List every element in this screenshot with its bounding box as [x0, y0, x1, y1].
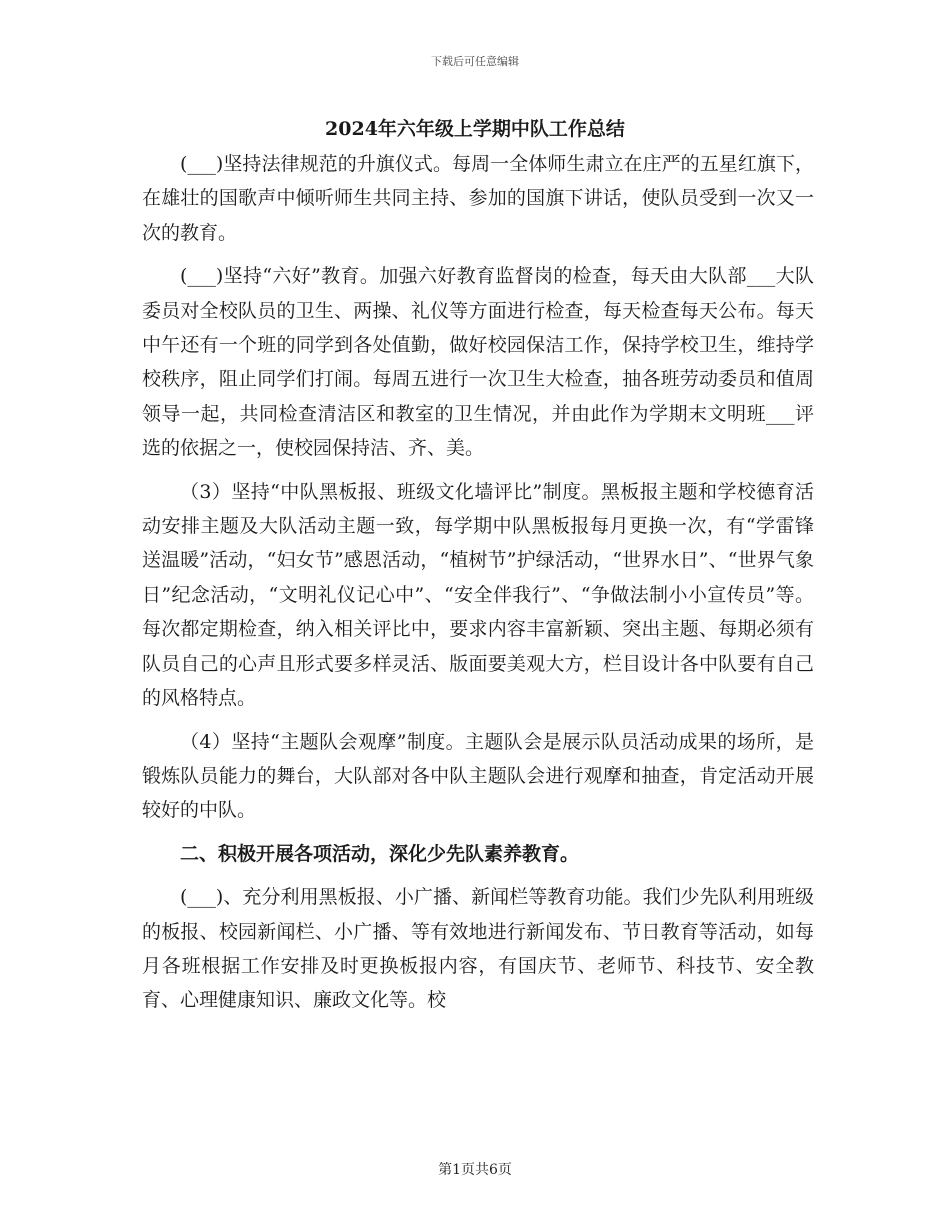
paragraph-theme-meeting: （4）坚持“主题队会观摩”制度。主题队会是展示队员活动成果的场所，是锻炼队员能力的舞台，大队部对各中队主题队会进行观摩和抽查，肯定活动开展较好的中队。 [142, 730, 814, 822]
page-header-note: 下载后可任意编辑 [431, 55, 519, 68]
paragraph-six-good-education: (___)坚持“六好”教育。加强六好教育监督岗的检查，每天由大队部___大队委员对全校队员的卫生、两操、礼仪等方面进行检查，每天检查每天公布。每天中午还有一个班的同学到各处值勤，做好校园保洁工作，保持学校卫生，维持学校秩序，阻止同学们打闹。每周五进行一次卫生大检查，抽各班劳动委员和值周领导一起，共同检查清洁区和教室的卫生情况，并由此作为学期末文明班___评选的依据之一，使校园保持洁、齐、美。 [142, 265, 814, 460]
paragraph-flag-ceremony: (___)坚持法律规范的升旗仪式。每周一全体师生肃立在庄严的五星红旗下，在雄壮的国歌声中倾听师生共同主持、参加的国旗下讲话，使队员受到一次又一次的教育。 [142, 153, 814, 244]
page-footer-page-number: 第1页共6页 [438, 1162, 512, 1178]
document-title: 2024年六年级上学期中队工作总结 [325, 118, 625, 140]
paragraph-media-education: (___)、充分利用黑板报、小广播、新闻栏等教育功能。我们少先队利用班级的板报、校园新闻栏、小广播、等有效地进行新闻发布、节日教育等活动，如每月各班根据工作安排及时更换板报内容，有国庆节、老师节、科技节、安全教育、心理健康知识、廉政文化等。校 [142, 886, 814, 1012]
document-body [142, 147, 814, 1027]
section-heading-two: 二、积极开展各项活动，深化少先队素养教育。 [180, 842, 580, 865]
paragraph-blackboard-evaluation: （3）坚持“中队黑板报、班级文化墙评比”制度。黑板报主题和学校德育活动安排主题及大队活动主题一致，每学期中队黑板报每月更换一次，有“学雷锋送温暖”活动，“妇女节”感恩活动，“植树节”护绿活动，“世界水日”、“世界气象日”纪念活动，“文明礼仪记心中”、“安全伴我行”、“争做法制小小宣传员”等。每次都定期检查，纳入相关评比中，要求内容丰富新颖、突出主题、每期必须有队员自己的心声且形式要多样灵活、版面要美观大方，栏目设计各中队要有自己的风格特点。 [142, 480, 814, 710]
